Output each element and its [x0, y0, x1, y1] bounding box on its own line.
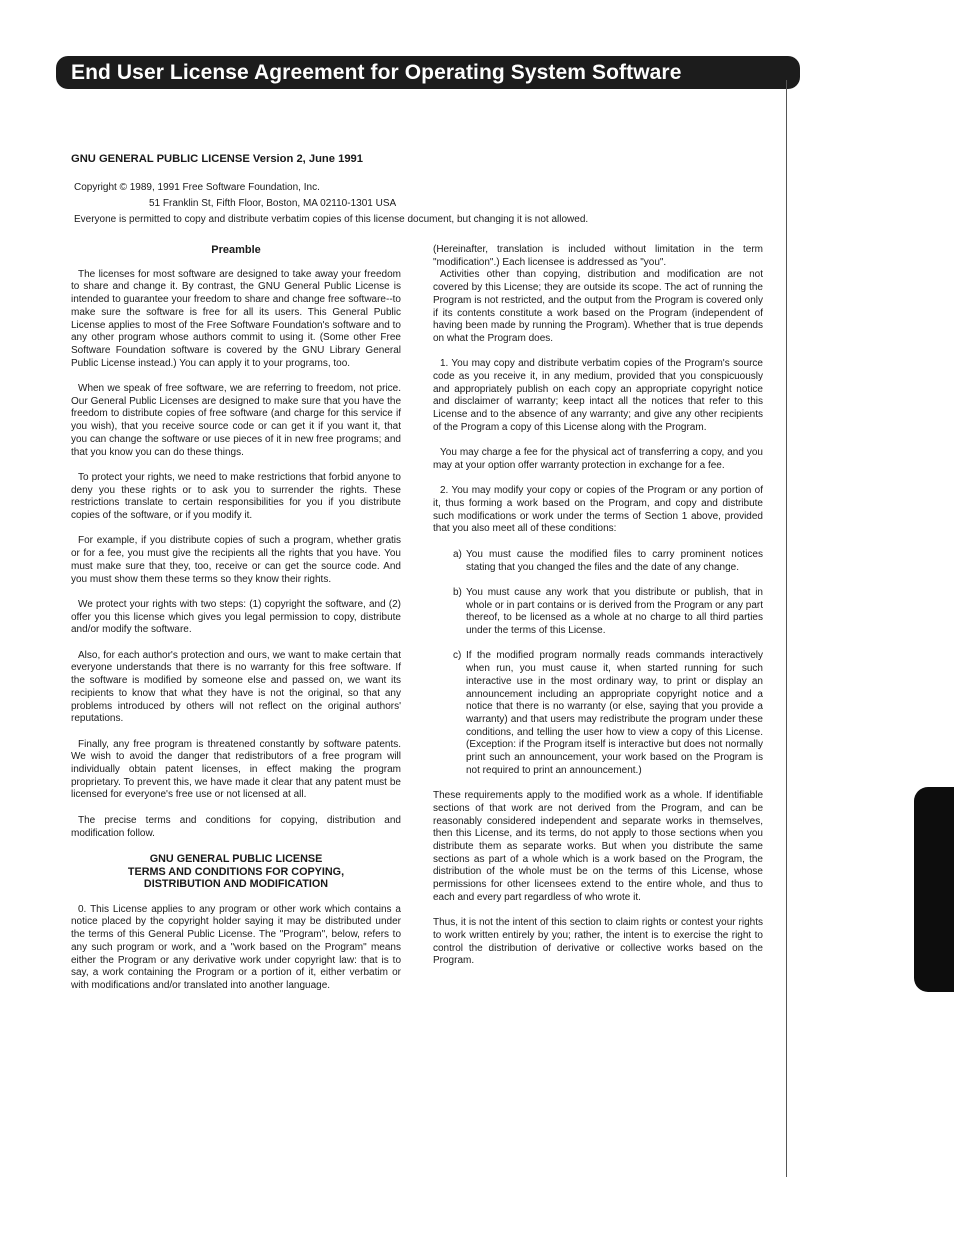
item-text: You must cause the modified files to carry prominent notices stating that you changed the files and the date of any change. [466, 548, 763, 573]
page-title: End User License Agreement for Operating System Software [71, 60, 682, 84]
right-column [433, 244, 763, 981]
preamble-paragraph: Also, for each author's protection and ours, we want to make certain that everyone understands that there is no warranty for this free software. If the software is modified by someone else and passed on, we want its recipients to know that what they have is not the original, so that any problems introduced by others will not reflect on the original authors' reputations. [71, 649, 401, 725]
item-marker: b) [453, 586, 462, 598]
terms-heading-line: GNU GENERAL PUBLIC LICENSE [149, 852, 323, 865]
section-side-tab [914, 787, 954, 992]
title-bar [56, 56, 800, 89]
terms-heading-line: DISTRIBUTION AND MODIFICATION [143, 878, 329, 891]
item-text: You must cause any work that you distribute or publish, that in whole or in part contains or is derived from the Program or any part thereof, to be licensed as a whole at no charge to all third parties under the terms of this License. [466, 586, 763, 637]
item-text: If the modified program normally reads commands interactively when run, you must cause it, when started running for such interactive use in the most ordinary way, to print or display an announcement including an appropriate copyright notice and a notice that there is no warranty (or else, saying that you provide a warranty) and that users may redistribute the program under these conditions, and telling the user how to view a copy of this License. (Exception: if the Program itself is interactive but does not normally print such an announcement, your work based on the Program is not required to print an announcement.) [466, 650, 763, 776]
item-marker: c) [453, 650, 462, 662]
license-heading: GNU GENERAL PUBLIC LICENSE Version 2, June 1991 [71, 153, 363, 165]
terms-heading-line: TERMS AND CONDITIONS FOR COPYING, [127, 865, 345, 878]
activities-paragraph: Activities other than copying, distribution and modification are not covered by this License; they are outside its scope. The act of running the Program is not restricted, and the output from the Program is covered only if its contents constitute a work based on the Program (independent of having been made by running the Program). Whether that is true depends on what the Program does. [433, 269, 763, 344]
condition-item-c [453, 650, 763, 777]
condition-item-a [453, 549, 763, 574]
fee-paragraph: You may charge a fee for the physical act of transferring a copy, and you may at your option offer warranty protection in exchange for a fee. [433, 447, 763, 471]
requirements-paragraph: These requirements apply to the modified work as a whole. If identifiable sections of that work are not derived from the Program, and can be reasonably considered independent and separate works in themselves, then this License, and its terms, do not apply to those sections when you distribute them as separate works. But when you distribute the same sections as part of a whole which is a work based on the Program, the distribution of the whole must be on the terms of this License, whose permissions for other licensees extend to the entire whole, and thus to each and every part regardless of who wrote it. [433, 790, 763, 903]
left-column [71, 244, 401, 993]
preamble-title: Preamble [211, 244, 261, 256]
preamble-paragraph: We protect your rights with two steps: (1) copyright the software, and (2) offer you this license which gives you legal permission to copy, distribute and/or modify the software. [71, 598, 401, 636]
preamble-paragraph: The precise terms and conditions for copying, distribution and modification follow. [71, 814, 401, 839]
copyright-line: Copyright © 1989, 1991 Free Software Foundation, Inc. [74, 182, 320, 193]
terms-heading [71, 853, 401, 891]
section-1-paragraph: 1. You may copy and distribute verbatim copies of the Program's source code as you receive it, in any medium, provided that you conspicuously and appropriately publish on each copy an appropriate copyright notice and disclaimer of warranty; keep intact all the notices that refer to this License and to the absence of any warranty; and give any other recipients of the Program a copy of this License along with the Program. [433, 358, 763, 433]
right-margin-rule [786, 80, 787, 1177]
preamble-paragraph: To protect your rights, we need to make restrictions that forbid anyone to deny you these rights or to ask you to surrender the rights. These restrictions translate to certain responsibilities for you if you distribute copies of the software, or if you modify it. [71, 471, 401, 522]
preamble-paragraph: For example, if you distribute copies of such a program, whether gratis or for a fee, you must give the recipients all the rights that you have. You must make sure that they, too, receive or can get the source code. And you must show them these terms so they know their rights. [71, 535, 401, 585]
preamble-paragraph: The licenses for most software are designed to take away your freedom to share and change it. By contrast, the GNU General Public License is intended to guarantee your freedom to share and change free software--to make sure the software is free for all its users. This General Public License applies to most of the Free Software Foundation's software and to any other program whose authors commit to using it. (Some other Free Software Foundation software is covered by the GNU Library General Public License instead.) You can apply it to your programs, too. [71, 268, 401, 369]
item-marker: a) [453, 548, 462, 560]
copyright-block [74, 180, 588, 228]
intent-paragraph: Thus, it is not the intent of this section to claim rights or contest your rights to work written entirely by you; rather, the intent is to exercise the right to control the distribution of derivative or collective works based on the Program. [433, 917, 763, 967]
preamble-paragraph: When we speak of free software, we are referring to freedom, not price. Our General Public Licenses are designed to make sure that you have the freedom to distribute copies of free software (and charge for this service if you wish), that you receive source code or can get it if you want it, that you can change the software or use pieces of it in new free programs; and that you know you can do these things. [71, 383, 401, 458]
condition-item-b [453, 587, 763, 638]
section-0-paragraph: 0. This License applies to any program or other work which contains a notice placed by the copyright holder saying it may be distributed under the terms of this General Public License. The "Program", below, refers to any such program or work, and a "work based on the Program" means either the Program or any derivative work under copyright law: that is to say, a work containing the Program or a portion of it, either verbatim or with modifications and/or translated into another language. [71, 903, 401, 991]
section-0-continuation: (Hereinafter, translation is included without limitation in the term "modification".) Each licensee is addressed as "you". [433, 244, 763, 268]
permission-line: Everyone is permitted to copy and distribute verbatim copies of this license document, but changing it is not allowed. [74, 214, 589, 225]
preamble-paragraph: Finally, any free program is threatened constantly by software patents. We wish to avoid the danger that redistributors of a free program will individually obtain patent licenses, in effect making the program proprietary. To prevent this, we have made it clear that any patent must be licensed for everyone's free use or not licensed at all. [71, 738, 401, 801]
section-2-paragraph: 2. You may modify your copy or copies of the Program or any portion of it, thus forming a work based on the Program, and copy and distribute such modifications or work under the terms of Section 1 above, provided that you also meet all of these conditions: [433, 485, 763, 535]
address-line: 51 Franklin St, Fifth Floor, Boston, MA 02110-1301 USA [149, 198, 397, 209]
